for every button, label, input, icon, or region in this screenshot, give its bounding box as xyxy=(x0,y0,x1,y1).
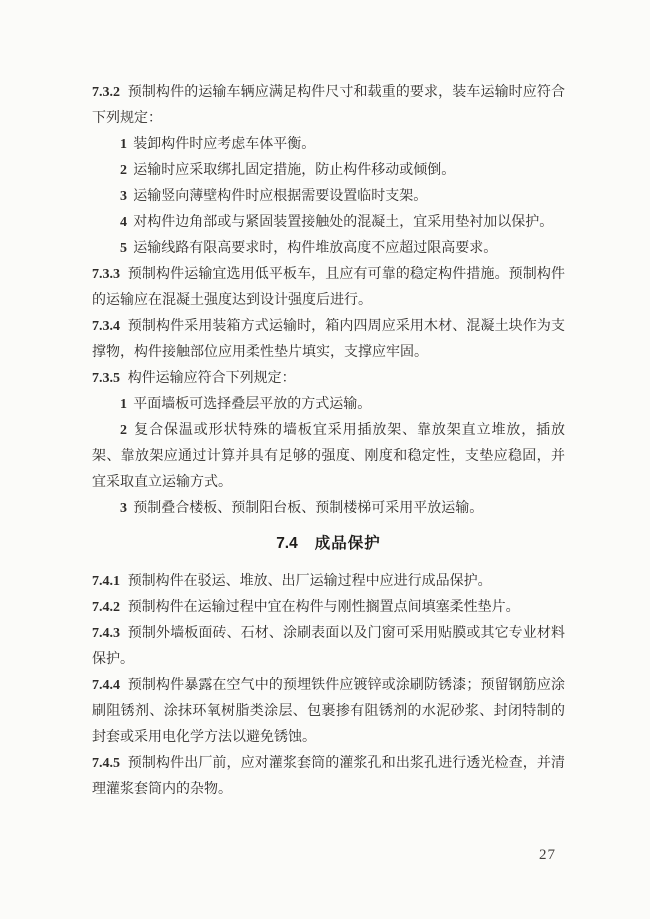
clause-text: 预制外墙板面砖、石材、涂刷表面以及门窗可采用贴膜或其它专业材料保护。 xyxy=(92,626,565,667)
item-text: 平面墙板可选择叠层平放的方式运输。 xyxy=(133,397,372,412)
item-number: 4 xyxy=(120,215,127,230)
clause-number: 7.3.3 xyxy=(92,267,120,282)
clause-paragraph xyxy=(92,80,565,132)
item-text: 预制叠合楼板、预制阳台板、预制楼梯可采用平放运输。 xyxy=(133,501,484,516)
item-text: 装卸构件时应考虑车体平衡。 xyxy=(133,137,316,152)
item-number: 2 xyxy=(120,163,127,178)
clause-text: 预制构件采用装箱方式运输时，箱内四周应采用木材、混凝土块作为支撑物，构件接触部位应用柔性垫片填实，支撑应牢固。 xyxy=(92,319,565,360)
clause-text: 预制构件出厂前，应对灌浆套筒的灌浆孔和出浆孔进行透光检查，并清理灌浆套筒内的杂物。 xyxy=(92,756,565,797)
clause-paragraph xyxy=(92,366,565,392)
list-item xyxy=(92,158,565,184)
section-heading xyxy=(92,531,565,557)
clause-text: 预制构件在驳运、堆放、出厂运输过程中应进行成品保护。 xyxy=(127,574,492,589)
clause-text: 预制构件暴露在空气中的预埋铁件应镀锌或涂刷防锈漆；预留钢筋应涂刷阻锈剂、涂抹环氧树脂类涂层、包裹掺有阻锈剂的水泥砂浆、封闭特制的封套或采用电化学方法以避免锈蚀。 xyxy=(92,678,565,745)
list-item xyxy=(92,418,565,496)
clause-paragraph xyxy=(92,673,565,751)
clause-number: 7.4.1 xyxy=(92,574,120,589)
list-item xyxy=(92,210,565,236)
list-item xyxy=(92,236,565,262)
item-text: 运输时应采取绑扎固定措施，防止构件移动或倾倒。 xyxy=(133,163,456,178)
list-item xyxy=(92,184,565,210)
clause-number: 7.3.5 xyxy=(92,371,120,386)
document-body xyxy=(92,80,565,803)
clause-text: 构件运输应符合下列规定： xyxy=(127,371,296,386)
list-item xyxy=(92,392,565,418)
item-number: 2 xyxy=(120,423,127,438)
clause-number: 7.3.4 xyxy=(92,319,120,334)
clause-number: 7.4.4 xyxy=(92,678,120,693)
page-footer xyxy=(539,846,556,864)
clause-paragraph xyxy=(92,262,565,314)
clause-text: 预制构件的运输车辆应满足构件尺寸和载重的要求，装车运输时应符合下列规定： xyxy=(92,85,565,126)
clause-paragraph xyxy=(92,314,565,366)
item-text: 复合保温或形状特殊的墙板宜采用插放架、靠放架直立堆放，插放架、靠放架应通过计算并具有足够的强度、刚度和稳定性，支垫应稳固，并宜采取直立运输方式。 xyxy=(92,423,565,490)
clause-text: 预制构件运输宜选用低平板车，且应有可靠的稳定构件措施。预制构件的运输应在混凝土强度达到设计强度后进行。 xyxy=(92,267,565,308)
clause-paragraph xyxy=(92,751,565,803)
clause-number: 7.4.2 xyxy=(92,600,120,615)
clause-paragraph xyxy=(92,595,565,621)
page-number: 27 xyxy=(539,847,556,863)
clause-paragraph xyxy=(92,569,565,595)
item-number: 1 xyxy=(120,137,127,152)
item-number: 3 xyxy=(120,189,127,204)
item-number: 3 xyxy=(120,501,127,516)
clause-text: 预制构件在运输过程中宜在构件与刚性搁置点间填塞柔性垫片。 xyxy=(127,600,520,615)
clause-number: 7.4.5 xyxy=(92,756,120,771)
clause-paragraph xyxy=(92,621,565,673)
list-item xyxy=(92,132,565,158)
item-number: 1 xyxy=(120,397,127,412)
item-text: 运输竖向薄壁构件时应根据需要设置临时支架。 xyxy=(133,189,428,204)
heading-title: 成品保护 xyxy=(314,535,381,552)
list-item xyxy=(92,496,565,522)
item-text: 对构件边角部或与紧固装置接触处的混凝土，宜采用垫衬加以保护。 xyxy=(133,215,554,230)
item-number: 5 xyxy=(120,241,127,256)
clause-number: 7.3.2 xyxy=(92,85,120,100)
clause-number: 7.4.3 xyxy=(92,626,120,641)
item-text: 运输线路有限高要求时，构件堆放高度不应超过限高要求。 xyxy=(133,241,498,256)
heading-number: 7.4 xyxy=(276,535,298,552)
